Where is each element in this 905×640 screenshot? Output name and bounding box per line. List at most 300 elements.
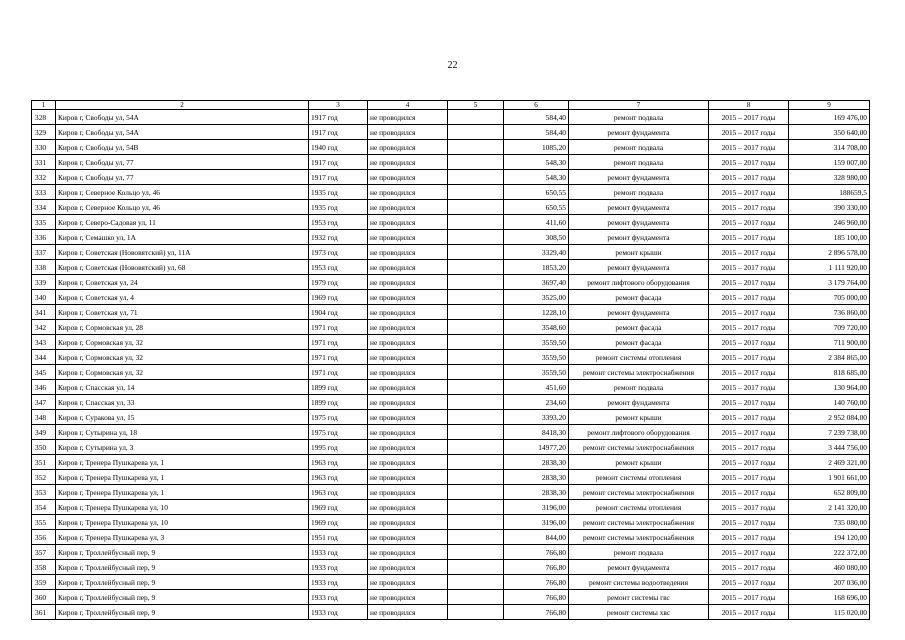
col-5-cell (448, 530, 504, 545)
col-5-cell (448, 230, 504, 245)
repair-type-cell: ремонт системы отопления (569, 470, 709, 485)
last-repair-cell: не проводился (368, 305, 448, 320)
last-repair-cell: не проводился (368, 425, 448, 440)
last-repair-cell: не проводился (368, 575, 448, 590)
area-cell: 548,30 (504, 155, 569, 170)
address-cell: Киров г, Сутырина ул, 18 (56, 425, 309, 440)
address-cell: Киров г, Северное Кольцо ул, 46 (56, 185, 309, 200)
area-cell: 1853,20 (504, 260, 569, 275)
table-row (32, 215, 870, 230)
last-repair-cell: не проводился (368, 365, 448, 380)
period-cell: 2015 – 2017 годы (709, 230, 789, 245)
year-built-cell: 1951 год (309, 530, 368, 545)
year-built-cell: 1899 год (309, 395, 368, 410)
table-row (32, 515, 870, 530)
repair-type-cell: ремонт фундамента (569, 230, 709, 245)
address-cell: Киров г, Свободы ул, 77 (56, 170, 309, 185)
area-cell: 548,30 (504, 170, 569, 185)
year-built-cell: 1933 год (309, 545, 368, 560)
area-cell: 3196,00 (504, 515, 569, 530)
col-5-cell (448, 455, 504, 470)
year-built-cell: 1917 год (309, 155, 368, 170)
row-number-cell: 334 (32, 200, 56, 215)
row-number-cell: 343 (32, 335, 56, 350)
cost-cell: 159 007,00 (789, 155, 870, 170)
table-row (32, 605, 870, 620)
area-cell: 766,80 (504, 545, 569, 560)
repair-type-cell: ремонт фундамента (569, 215, 709, 230)
col-5-cell (448, 350, 504, 365)
last-repair-cell: не проводился (368, 275, 448, 290)
table-row (32, 575, 870, 590)
address-cell: Киров г, Троллейбусный пер, 9 (56, 545, 309, 560)
table-row (32, 305, 870, 320)
repair-type-cell: ремонт фундамента (569, 395, 709, 410)
address-cell: Киров г, Свободы ул, 54В (56, 140, 309, 155)
address-cell: Киров г, Советская (Нововятский) ул, 68 (56, 260, 309, 275)
cost-cell: 818 685,00 (789, 365, 870, 380)
col-5-cell (448, 125, 504, 140)
col-5-cell (448, 470, 504, 485)
housing-repair-table (31, 100, 870, 620)
area-cell: 411,60 (504, 215, 569, 230)
last-repair-cell: не проводился (368, 110, 448, 125)
repair-type-cell: ремонт подвала (569, 380, 709, 395)
table-row (32, 485, 870, 500)
row-number-cell: 329 (32, 125, 56, 140)
cost-cell: 222 372,00 (789, 545, 870, 560)
table-row (32, 530, 870, 545)
period-cell: 2015 – 2017 годы (709, 125, 789, 140)
last-repair-cell: не проводился (368, 470, 448, 485)
year-built-cell: 1933 год (309, 560, 368, 575)
col-5-cell (448, 215, 504, 230)
cost-cell: 1 901 661,00 (789, 470, 870, 485)
year-built-cell: 1917 год (309, 170, 368, 185)
table-row (32, 125, 870, 140)
cost-cell: 246 960,00 (789, 215, 870, 230)
last-repair-cell: не проводился (368, 395, 448, 410)
col-5-cell (448, 410, 504, 425)
row-number-cell: 340 (32, 290, 56, 305)
cost-cell: 350 640,00 (789, 125, 870, 140)
cost-cell: 709 720,00 (789, 320, 870, 335)
period-cell: 2015 – 2017 годы (709, 395, 789, 410)
period-cell: 2015 – 2017 годы (709, 455, 789, 470)
col-5-cell (448, 380, 504, 395)
address-cell: Киров г, Троллейбусный пер, 9 (56, 560, 309, 575)
col-5-cell (448, 110, 504, 125)
cost-cell: 735 080,00 (789, 515, 870, 530)
row-number-cell: 348 (32, 410, 56, 425)
header-cell: 2 (56, 101, 309, 110)
table-row (32, 440, 870, 455)
repair-type-cell: ремонт фундамента (569, 260, 709, 275)
table-row (32, 185, 870, 200)
repair-type-cell: ремонт подвала (569, 545, 709, 560)
col-5-cell (448, 335, 504, 350)
area-cell: 584,40 (504, 125, 569, 140)
col-5-cell (448, 185, 504, 200)
period-cell: 2015 – 2017 годы (709, 470, 789, 485)
last-repair-cell: не проводился (368, 185, 448, 200)
last-repair-cell: не проводился (368, 155, 448, 170)
page-number: 22 (447, 60, 458, 71)
area-cell: 1228,10 (504, 305, 569, 320)
table-row (32, 110, 870, 125)
table-row (32, 140, 870, 155)
col-5-cell (448, 545, 504, 560)
address-cell: Киров г, Сормовская ул, 28 (56, 320, 309, 335)
col-5-cell (448, 440, 504, 455)
row-number-cell: 351 (32, 455, 56, 470)
repair-type-cell: ремонт лифтового оборудования (569, 425, 709, 440)
last-repair-cell: не проводился (368, 200, 448, 215)
period-cell: 2015 – 2017 годы (709, 485, 789, 500)
address-cell: Киров г, Свободы ул, 54А (56, 110, 309, 125)
area-cell: 844,00 (504, 530, 569, 545)
repair-type-cell: ремонт фасада (569, 290, 709, 305)
repair-type-cell: ремонт системы водоотведения (569, 575, 709, 590)
address-cell: Киров г, Суракова ул, 15 (56, 410, 309, 425)
address-cell: Киров г, Троллейбусный пер, 9 (56, 605, 309, 620)
year-built-cell: 1971 год (309, 335, 368, 350)
cost-cell: 194 120,00 (789, 530, 870, 545)
area-cell: 650,55 (504, 185, 569, 200)
period-cell: 2015 – 2017 годы (709, 590, 789, 605)
cost-cell: 652 809,00 (789, 485, 870, 500)
table-row (32, 560, 870, 575)
table-row (32, 590, 870, 605)
period-cell: 2015 – 2017 годы (709, 575, 789, 590)
cost-cell: 130 964,00 (789, 380, 870, 395)
cost-cell: 711 900,00 (789, 335, 870, 350)
year-built-cell: 1975 год (309, 410, 368, 425)
col-5-cell (448, 275, 504, 290)
address-cell: Киров г, Советская ул, 71 (56, 305, 309, 320)
header-cell: 1 (32, 101, 56, 110)
area-cell: 3548,60 (504, 320, 569, 335)
repair-type-cell: ремонт подвала (569, 155, 709, 170)
row-number-cell: 354 (32, 500, 56, 515)
year-built-cell: 1953 год (309, 215, 368, 230)
cost-cell: 2 896 578,00 (789, 245, 870, 260)
year-built-cell: 1917 год (309, 125, 368, 140)
area-cell: 766,80 (504, 560, 569, 575)
year-built-cell: 1973 год (309, 245, 368, 260)
period-cell: 2015 – 2017 годы (709, 365, 789, 380)
last-repair-cell: не проводился (368, 290, 448, 305)
last-repair-cell: не проводился (368, 260, 448, 275)
cost-cell: 185 100,00 (789, 230, 870, 245)
last-repair-cell: не проводился (368, 215, 448, 230)
header-cell: 3 (309, 101, 368, 110)
period-cell: 2015 – 2017 годы (709, 350, 789, 365)
address-cell: Киров г, Сормовская ул, 32 (56, 365, 309, 380)
row-number-cell: 331 (32, 155, 56, 170)
period-cell: 2015 – 2017 годы (709, 140, 789, 155)
row-number-cell: 338 (32, 260, 56, 275)
cost-cell: 140 760,00 (789, 395, 870, 410)
repair-type-cell: ремонт крыши (569, 455, 709, 470)
repair-type-cell: ремонт фундамента (569, 200, 709, 215)
last-repair-cell: не проводился (368, 545, 448, 560)
year-built-cell: 1933 год (309, 590, 368, 605)
col-5-cell (448, 155, 504, 170)
row-number-cell: 353 (32, 485, 56, 500)
cost-cell: 328 980,00 (789, 170, 870, 185)
col-5-cell (448, 575, 504, 590)
period-cell: 2015 – 2017 годы (709, 275, 789, 290)
table-row (32, 155, 870, 170)
repair-type-cell: ремонт системы электроснабжения (569, 485, 709, 500)
cost-cell: 188659,5 (789, 185, 870, 200)
col-5-cell (448, 320, 504, 335)
year-built-cell: 1904 год (309, 305, 368, 320)
address-cell: Киров г, Советская ул, 4 (56, 290, 309, 305)
row-number-cell: 347 (32, 395, 56, 410)
last-repair-cell: не проводился (368, 170, 448, 185)
row-number-cell: 346 (32, 380, 56, 395)
cost-cell: 168 696,00 (789, 590, 870, 605)
repair-type-cell: ремонт фундамента (569, 560, 709, 575)
row-number-cell: 330 (32, 140, 56, 155)
row-number-cell: 335 (32, 215, 56, 230)
last-repair-cell: не проводился (368, 455, 448, 470)
row-number-cell: 336 (32, 230, 56, 245)
address-cell: Киров г, Спасская ул, 14 (56, 380, 309, 395)
table-row (32, 455, 870, 470)
period-cell: 2015 – 2017 годы (709, 305, 789, 320)
repair-type-cell: ремонт системы электроснабжения (569, 515, 709, 530)
repair-type-cell: ремонт фундамента (569, 170, 709, 185)
area-cell: 308,50 (504, 230, 569, 245)
last-repair-cell: не проводился (368, 230, 448, 245)
area-cell: 2838,30 (504, 455, 569, 470)
row-number-cell: 332 (32, 170, 56, 185)
repair-type-cell: ремонт крыши (569, 245, 709, 260)
repair-type-cell: ремонт фундамента (569, 125, 709, 140)
period-cell: 2015 – 2017 годы (709, 335, 789, 350)
period-cell: 2015 – 2017 годы (709, 440, 789, 455)
repair-type-cell: ремонт фундамента (569, 305, 709, 320)
last-repair-cell: не проводился (368, 590, 448, 605)
row-number-cell: 339 (32, 275, 56, 290)
cost-cell: 115 020,00 (789, 605, 870, 620)
address-cell: Киров г, Тренера Пушкарева ул, 10 (56, 515, 309, 530)
table-row (32, 470, 870, 485)
period-cell: 2015 – 2017 годы (709, 320, 789, 335)
row-number-cell: 360 (32, 590, 56, 605)
area-cell: 766,80 (504, 605, 569, 620)
address-cell: Киров г, Тренера Пушкарева ул, 3 (56, 530, 309, 545)
year-built-cell: 1963 год (309, 485, 368, 500)
last-repair-cell: не проводился (368, 440, 448, 455)
last-repair-cell: не проводился (368, 380, 448, 395)
area-cell: 766,80 (504, 590, 569, 605)
period-cell: 2015 – 2017 годы (709, 560, 789, 575)
last-repair-cell: не проводился (368, 500, 448, 515)
repair-type-cell: ремонт системы хвс (569, 605, 709, 620)
last-repair-cell: не проводился (368, 515, 448, 530)
year-built-cell: 1971 год (309, 320, 368, 335)
row-number-cell: 342 (32, 320, 56, 335)
area-cell: 451,60 (504, 380, 569, 395)
table-row (32, 380, 870, 395)
year-built-cell: 1969 год (309, 500, 368, 515)
area-cell: 3559,50 (504, 350, 569, 365)
period-cell: 2015 – 2017 годы (709, 515, 789, 530)
repair-type-cell: ремонт системы электроснабжения (569, 365, 709, 380)
address-cell: Киров г, Троллейбусный пер, 9 (56, 575, 309, 590)
address-cell: Киров г, Сормовская ул, 32 (56, 350, 309, 365)
period-cell: 2015 – 2017 годы (709, 500, 789, 515)
cost-cell: 390 330,00 (789, 200, 870, 215)
last-repair-cell: не проводился (368, 560, 448, 575)
cost-cell: 3 179 764,00 (789, 275, 870, 290)
period-cell: 2015 – 2017 годы (709, 530, 789, 545)
col-5-cell (448, 305, 504, 320)
row-number-cell: 349 (32, 425, 56, 440)
year-built-cell: 1969 год (309, 290, 368, 305)
row-number-cell: 328 (32, 110, 56, 125)
header-cell: 5 (448, 101, 504, 110)
cost-cell: 314 708,00 (789, 140, 870, 155)
period-cell: 2015 – 2017 годы (709, 185, 789, 200)
year-built-cell: 1933 год (309, 575, 368, 590)
row-number-cell: 358 (32, 560, 56, 575)
year-built-cell: 1963 год (309, 455, 368, 470)
row-number-cell: 333 (32, 185, 56, 200)
table-row (32, 170, 870, 185)
repair-type-cell: ремонт подвала (569, 185, 709, 200)
last-repair-cell: не проводился (368, 410, 448, 425)
cost-cell: 7 239 738,00 (789, 425, 870, 440)
table-row (32, 260, 870, 275)
year-built-cell: 1953 год (309, 260, 368, 275)
address-cell: Киров г, Северное Кольцо ул, 46 (56, 200, 309, 215)
repair-type-cell: ремонт системы электроснабжения (569, 530, 709, 545)
area-cell: 3196,00 (504, 500, 569, 515)
address-cell: Киров г, Спасская ул, 33 (56, 395, 309, 410)
last-repair-cell: не проводился (368, 125, 448, 140)
year-built-cell: 1899 год (309, 380, 368, 395)
col-5-cell (448, 200, 504, 215)
last-repair-cell: не проводился (368, 530, 448, 545)
area-cell: 8418,30 (504, 425, 569, 440)
cost-cell: 207 036,00 (789, 575, 870, 590)
row-number-cell: 359 (32, 575, 56, 590)
table-row (32, 545, 870, 560)
period-cell: 2015 – 2017 годы (709, 200, 789, 215)
area-cell: 2838,30 (504, 470, 569, 485)
address-cell: Киров г, Тренера Пушкарева ул, 1 (56, 470, 309, 485)
repair-type-cell: ремонт подвала (569, 110, 709, 125)
last-repair-cell: не проводился (368, 140, 448, 155)
row-number-cell: 341 (32, 305, 56, 320)
col-5-cell (448, 260, 504, 275)
last-repair-cell: не проводился (368, 605, 448, 620)
area-cell: 14977,20 (504, 440, 569, 455)
cost-cell: 3 444 756,00 (789, 440, 870, 455)
table-row (32, 275, 870, 290)
col-5-cell (448, 365, 504, 380)
period-cell: 2015 – 2017 годы (709, 410, 789, 425)
period-cell: 2015 – 2017 годы (709, 290, 789, 305)
header-cell: 9 (789, 101, 870, 110)
cost-cell: 1 111 920,00 (789, 260, 870, 275)
cost-cell: 736 860,00 (789, 305, 870, 320)
address-cell: Киров г, Сутырина ул, 3 (56, 440, 309, 455)
address-cell: Киров г, Тренера Пушкарева ул, 1 (56, 485, 309, 500)
address-cell: Киров г, Свободы ул, 54А (56, 125, 309, 140)
last-repair-cell: не проводился (368, 245, 448, 260)
table-row (32, 335, 870, 350)
area-cell: 3559,50 (504, 335, 569, 350)
repair-type-cell: ремонт фасада (569, 320, 709, 335)
period-cell: 2015 – 2017 годы (709, 170, 789, 185)
row-number-cell: 350 (32, 440, 56, 455)
col-5-cell (448, 425, 504, 440)
table-row (32, 320, 870, 335)
period-cell: 2015 – 2017 годы (709, 110, 789, 125)
year-built-cell: 1969 год (309, 515, 368, 530)
area-cell: 3329,40 (504, 245, 569, 260)
last-repair-cell: не проводился (368, 485, 448, 500)
last-repair-cell: не проводился (368, 350, 448, 365)
col-5-cell (448, 500, 504, 515)
period-cell: 2015 – 2017 годы (709, 245, 789, 260)
table-row (32, 395, 870, 410)
col-5-cell (448, 605, 504, 620)
year-built-cell: 1979 год (309, 275, 368, 290)
address-cell: Киров г, Сормовская ул, 32 (56, 335, 309, 350)
row-number-cell: 357 (32, 545, 56, 560)
table-row (32, 245, 870, 260)
col-5-cell (448, 140, 504, 155)
year-built-cell: 1963 год (309, 470, 368, 485)
table-row (32, 290, 870, 305)
period-cell: 2015 – 2017 годы (709, 545, 789, 560)
table-row (32, 200, 870, 215)
area-cell: 650,55 (504, 200, 569, 215)
header-cell: 8 (709, 101, 789, 110)
row-number-cell: 352 (32, 470, 56, 485)
period-cell: 2015 – 2017 годы (709, 425, 789, 440)
repair-type-cell: ремонт системы гвс (569, 590, 709, 605)
repair-type-cell: ремонт крыши (569, 410, 709, 425)
address-cell: Киров г, Тренера Пушкарева ул, 10 (56, 500, 309, 515)
cost-cell: 2 952 084,00 (789, 410, 870, 425)
col-5-cell (448, 590, 504, 605)
area-cell: 2838,30 (504, 485, 569, 500)
year-built-cell: 1971 год (309, 350, 368, 365)
cost-cell: 169 476,00 (789, 110, 870, 125)
row-number-cell: 356 (32, 530, 56, 545)
area-cell: 3525,00 (504, 290, 569, 305)
col-5-cell (448, 245, 504, 260)
table-header-row (32, 101, 870, 110)
area-cell: 234,60 (504, 395, 569, 410)
table-row (32, 230, 870, 245)
cost-cell: 705 000,00 (789, 290, 870, 305)
col-5-cell (448, 560, 504, 575)
last-repair-cell: не проводился (368, 320, 448, 335)
year-built-cell: 1933 год (309, 605, 368, 620)
col-5-cell (448, 395, 504, 410)
repair-type-cell: ремонт фасада (569, 335, 709, 350)
cost-cell: 2 469 321,00 (789, 455, 870, 470)
